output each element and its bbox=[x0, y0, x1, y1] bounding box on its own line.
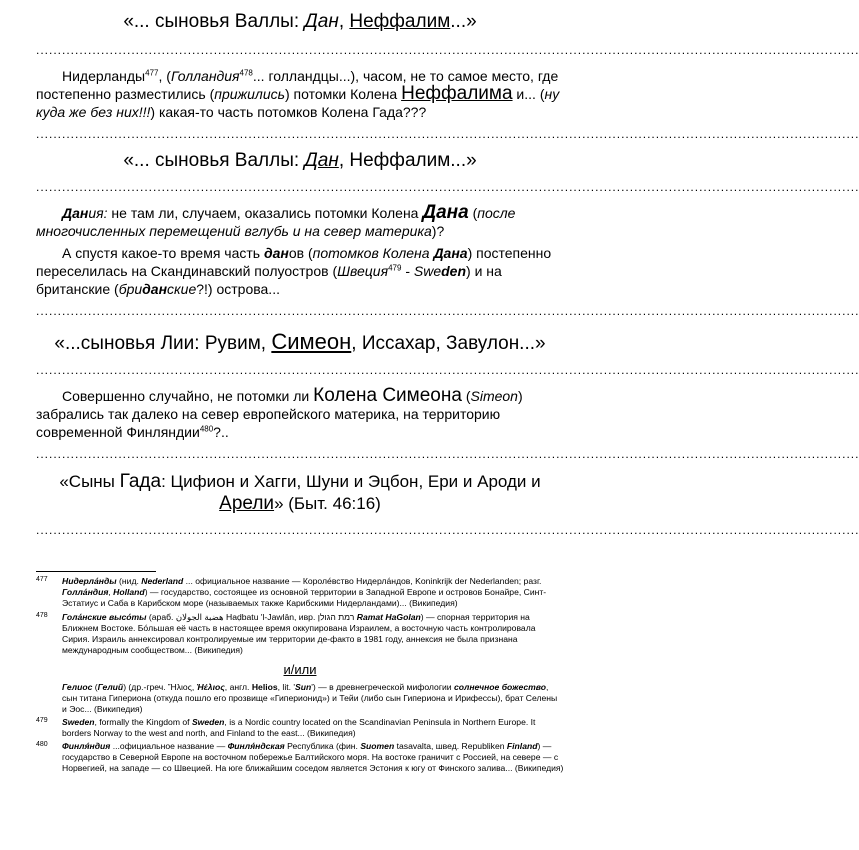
text: Совершенно случайно, не потомки ли bbox=[62, 388, 314, 404]
and-or-separator bbox=[36, 662, 564, 678]
footnote-477 bbox=[36, 576, 564, 609]
dotted-divider: .............................................................................................................................................................................................. bbox=[36, 304, 859, 318]
text: , англ. bbox=[224, 682, 252, 692]
text: Sun bbox=[295, 682, 312, 692]
text: ) — государство, состоящее из основной территории в Западной Европе и островов Бонайре, Синт-Эстатиус и Саба в Карибском море (называемых также Карибскими Нидерландами)... (Википедия) bbox=[62, 587, 547, 608]
heading-text: «Сыны bbox=[59, 472, 120, 491]
text: Nederland bbox=[141, 576, 184, 586]
text: , lit. ' bbox=[277, 682, 296, 692]
text: ) (др.-греч. Ἥλιος, bbox=[123, 682, 197, 692]
text: А спустя какое-то время часть bbox=[62, 245, 264, 261]
text: , is a Nordic country located on the Scandinavian Peninsula in Northern Europe. It borders Norway to the west and north, and Finland to the east... (Википедия) bbox=[62, 717, 536, 738]
dotted-divider: .............................................................................................................................................................................................. bbox=[36, 180, 859, 194]
heading-dan: Дан bbox=[304, 11, 339, 32]
text: - bbox=[401, 263, 414, 279]
text: ( bbox=[468, 205, 478, 221]
text: ов ( bbox=[288, 245, 313, 261]
heading-comma: , bbox=[338, 11, 350, 32]
footnote-479 bbox=[36, 717, 564, 739]
paragraph-danes bbox=[36, 244, 564, 298]
footnote-ref-479: 479 bbox=[388, 263, 402, 273]
section-heading-3 bbox=[26, 330, 574, 355]
footnotes bbox=[36, 571, 564, 774]
text: не там ли, случаем, оказались потомки Колена bbox=[107, 205, 423, 221]
footnote-ref-480: 480 bbox=[199, 424, 214, 434]
text: ) забрались так далеко на север европейского материка, на территорию современной Финляндии bbox=[36, 388, 523, 440]
fn-title: Гелиос bbox=[62, 682, 93, 692]
text-holland: Голландия bbox=[170, 68, 240, 84]
dotted-divider: .............................................................................................................................................................................................. bbox=[36, 447, 859, 461]
footnote-ref-478: 478 bbox=[239, 68, 253, 78]
heading-neffalim: Неффалим bbox=[349, 11, 451, 32]
text: Helios bbox=[251, 682, 278, 692]
text-potomkov: потомков Колена bbox=[312, 245, 434, 261]
text-after: после многочисленных перемещений вглубь и на север материка bbox=[36, 205, 516, 239]
text-skie: ские bbox=[167, 281, 197, 297]
text-dana: Дана bbox=[422, 202, 469, 223]
text: Ἠέλιος bbox=[196, 682, 225, 692]
heading-end: ...» bbox=[450, 11, 477, 32]
heading-text: «... сыновья Валлы: bbox=[123, 11, 305, 32]
text: ?.. bbox=[213, 424, 229, 440]
text: , сын титана Гипериона (откуда пошло его прозвище «Гиперионид») и Тейи (либо сын Гипериона и Ирифессы), брат Селены и Эос... (Википедия) bbox=[62, 682, 558, 714]
section-heading-1 bbox=[36, 10, 564, 33]
text-neffalima: Неффалима bbox=[401, 83, 513, 104]
text: Finland bbox=[506, 741, 538, 751]
paragraph-netherlands bbox=[36, 67, 564, 121]
footnote-480 bbox=[36, 741, 564, 774]
text: ( bbox=[461, 388, 471, 404]
text: Голла́ндия bbox=[62, 587, 109, 597]
footnote-number: 477 bbox=[36, 576, 48, 583]
text: Республика (фин. bbox=[284, 741, 361, 751]
footnote-gelios bbox=[36, 682, 564, 715]
text-dan: дан bbox=[263, 245, 289, 261]
section-heading-2 bbox=[36, 149, 564, 172]
text: Sweden bbox=[62, 717, 95, 727]
text: ... голландцы...), часом, не то самое место, где постепенно разместились ( bbox=[36, 68, 559, 102]
dotted-divider: .............................................................................................................................................................................................. bbox=[36, 127, 859, 141]
text: ) — государство в Северной Европе на восточном побережье Балтийского моря. На востоке граничит с Россией, на севере — с Норвегией, на западе — со Швецией. На юге ближайшим соседом является Эстония к югу от Финского залива... (Википедия) bbox=[62, 741, 564, 773]
heading-end: , Неффалим...» bbox=[338, 150, 477, 171]
footnote-number: 478 bbox=[36, 612, 48, 619]
text: ...официальное название — bbox=[110, 741, 228, 751]
dotted-divider: .............................................................................................................................................................................................. bbox=[36, 363, 859, 377]
text: Sweden bbox=[191, 717, 225, 727]
paragraph-dania bbox=[36, 204, 564, 240]
fn-title: Нидерла́нды bbox=[62, 576, 117, 586]
text-prizh: прижились bbox=[214, 86, 285, 102]
text-ili: и/или bbox=[283, 662, 317, 677]
text: ) потомки Колена bbox=[284, 86, 402, 102]
text: ') — в древнегреческой мифологии bbox=[311, 682, 454, 692]
paragraph-simeon bbox=[36, 387, 564, 441]
text-swe: Swe bbox=[413, 263, 442, 279]
fn-title: Финля́ндия bbox=[62, 741, 111, 751]
text: Ramat HaGolan bbox=[356, 612, 421, 622]
text-dana: Дана bbox=[433, 245, 468, 261]
text: ) — спорная территория на Ближнем Востоке. Бо́льшая её часть в настоящее время оккупирована Израилем, а восточную часть контролировала Сирия. Израиль аннексировал контролируемые им территории де-факто в 1981 году, аннексия не была признана международным сообществом... (Википедия) bbox=[62, 612, 536, 655]
section-heading-4 bbox=[36, 471, 564, 515]
text: , bbox=[108, 587, 114, 597]
heading-text: : Цифион и Хагги, Шуни и Эцбон, Ери и Ароди и bbox=[161, 472, 541, 491]
text: , formally the Kingdom of bbox=[94, 717, 192, 727]
document-page bbox=[36, 0, 859, 774]
text-dan2: дан bbox=[142, 281, 168, 297]
text-kolena-simeona: Колена Симеона bbox=[313, 385, 462, 406]
text-bri: бри bbox=[118, 281, 143, 297]
text: (нид. bbox=[116, 576, 142, 586]
text: ) какая-то часть потомков Колена Гада??? bbox=[150, 104, 427, 120]
dotted-divider: .............................................................................................................................................................................................. bbox=[36, 523, 859, 537]
heading-text: «... сыновья Валлы: bbox=[123, 150, 305, 171]
text: Гелий bbox=[97, 682, 124, 692]
text-nukuda: ну куда же без них!!! bbox=[36, 86, 560, 120]
text: ) и на британские ( bbox=[36, 263, 502, 297]
text: и... ( bbox=[512, 86, 545, 102]
heading-end: » (Быт. 46:16) bbox=[274, 494, 381, 513]
text-shvec: Швеция bbox=[337, 263, 389, 279]
footnote-number: 479 bbox=[36, 717, 48, 724]
text: ) постепенно переселилась на Скандинавский полуостров ( bbox=[36, 245, 552, 279]
text-dan-bold: Дан bbox=[62, 205, 89, 221]
text: (араб. هضبة الجولان‎ Haḍbatu 'l-Jawlān, ивр. רמת הגולן‎ bbox=[146, 612, 357, 622]
text: Holland bbox=[113, 587, 145, 597]
heading-end: , Иссахар, Завулон...» bbox=[351, 333, 546, 354]
text: ия: bbox=[88, 205, 108, 221]
text: )? bbox=[431, 223, 445, 239]
heading-areli: Арели bbox=[219, 493, 275, 514]
text: солнечное божество bbox=[453, 682, 547, 692]
dotted-divider: .............................................................................................................................................................................................. bbox=[36, 43, 859, 57]
heading-dan: Дан bbox=[304, 150, 339, 171]
fn-title: Гола́нские высо́ты bbox=[62, 612, 147, 622]
text: ( bbox=[92, 682, 98, 692]
heading-simeon: Симеон bbox=[271, 329, 352, 354]
footnote-separator bbox=[36, 571, 156, 572]
footnote-478 bbox=[36, 612, 564, 656]
text: Финля́ндская bbox=[227, 741, 285, 751]
text: Нидерланды bbox=[62, 68, 146, 84]
text-simeon: Simeon bbox=[470, 388, 518, 404]
footnote-ref-477: 477 bbox=[145, 68, 159, 78]
text: ... официальное название — Короле́вство Нидерла́ндов, Koninkrijk der Nederlanden; разг. bbox=[183, 576, 542, 586]
text: Suomen bbox=[360, 741, 395, 751]
text: tasavalta, швед. Republiken bbox=[394, 741, 507, 751]
text: ?!) острова... bbox=[196, 281, 280, 297]
heading-text: «...сыновья Лии: Рувим, bbox=[54, 333, 272, 354]
footnote-number: 480 bbox=[36, 741, 48, 748]
heading-gada: Гада bbox=[119, 471, 162, 492]
text-den: den bbox=[441, 263, 467, 279]
text: , ( bbox=[158, 68, 171, 84]
